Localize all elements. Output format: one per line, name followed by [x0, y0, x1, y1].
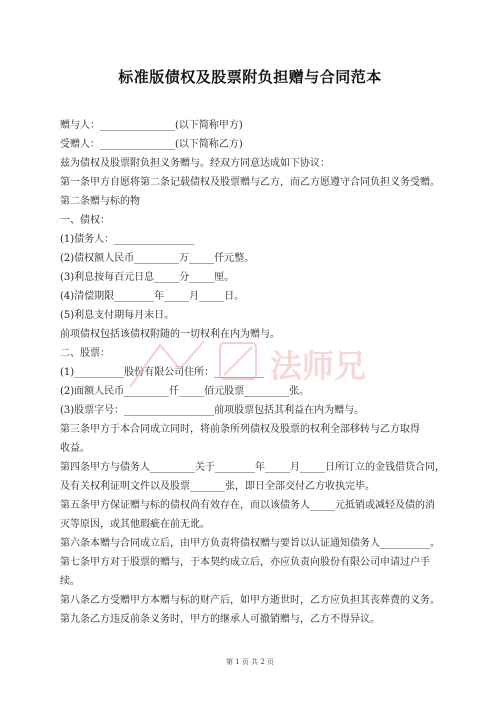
clause-6-line: 第六条本赠与合同成立后，由甲方负责将债权赠与要旨以认证通知债务人__________。	[60, 538, 440, 549]
page-footer: 第 1 页 共 2 页	[225, 658, 275, 666]
clause-3-line-2: 收益。	[60, 443, 90, 454]
debt-item-3: (3)利息按每百元日息_____分_____厘。	[60, 272, 235, 283]
party-donor-line: 赠与人：_______________(以下简称甲方)	[60, 120, 243, 131]
debt-item-2: (2)债权额人民币_________万_____仟元整。	[60, 253, 255, 264]
section-debt-heading: 一、债权：	[60, 215, 110, 226]
clause-4-line-2: 及有关权利证明文件以及股票_______张，即日全部交付乙方收执完毕。	[60, 481, 375, 492]
section-stock-heading: 二、股票：	[60, 348, 110, 359]
document-title: 标准版债权及股票附负担赠与合同范本	[118, 68, 382, 86]
clause-7-line-2: 续。	[60, 576, 80, 587]
clause-7-line-1: 第七条甲方对于股票的赠与，于本契约成立后，亦应负责向股份有限公司申请过户手	[60, 557, 430, 568]
stock-item-3: (3)股票字号：__________________前项股票包括其利益在内为赠与。	[60, 405, 365, 416]
clause-1-line: 第一条甲方自愿将第二条记载债权及股票赠与乙方，而乙方愿遵守合同负担义务受赠。	[60, 177, 440, 188]
stock-item-2: (2)面额人民币_________仟_____佰元股票_________张。	[60, 386, 310, 397]
watermark-text: 法师兄	[270, 347, 367, 385]
clause-5-line-1: 第五条甲方保证赠与标的债权尚有效存在，而以该债务人_____元抵销或减轻及债的消	[60, 500, 435, 511]
debt-item-4: (4)清偿期限________年_____月_____日。	[60, 291, 245, 302]
clause-3-line-1: 第三条甲方于本合同成立同时，将前条所列债权及股票的权利全部移转与乙方取得	[60, 424, 420, 435]
debt-note-line: 前项债权包括该债权附随的一切权利在内为赠与。	[60, 329, 280, 340]
clause-2-heading: 第二条赠与标的物	[60, 196, 140, 207]
debt-item-5: (5)利息支付期每月末日。	[60, 310, 175, 321]
stock-item-1: (1)__________股份有限公司住所：__________	[60, 367, 265, 378]
debt-item-1: (1)债务人：________________	[60, 234, 195, 245]
party-donee-line: 受赠人：_______________(以下简称乙方)	[60, 139, 243, 150]
preamble-line: 兹为债权及股票附负担义务赠与。经双方同意达成如下协议：	[60, 158, 330, 169]
clause-8-line: 第八条乙方受赠甲方本赠与标的财产后，如甲方逝世时，乙方应负担其丧葬费的义务。	[60, 595, 440, 606]
watermark-mark	[130, 341, 256, 387]
clause-4-line-1: 第四条甲方与债务人_________关于________年_____月_____日所订立的金钱借贷合同，	[60, 462, 445, 473]
clause-9-line: 第九条乙方违反前条义务时，甲方的继承人可撤销赠与，乙方不得异议。	[60, 614, 380, 625]
clause-5-line-2: 灭等原因，或其他瑕疵在前无讹。	[60, 519, 210, 530]
